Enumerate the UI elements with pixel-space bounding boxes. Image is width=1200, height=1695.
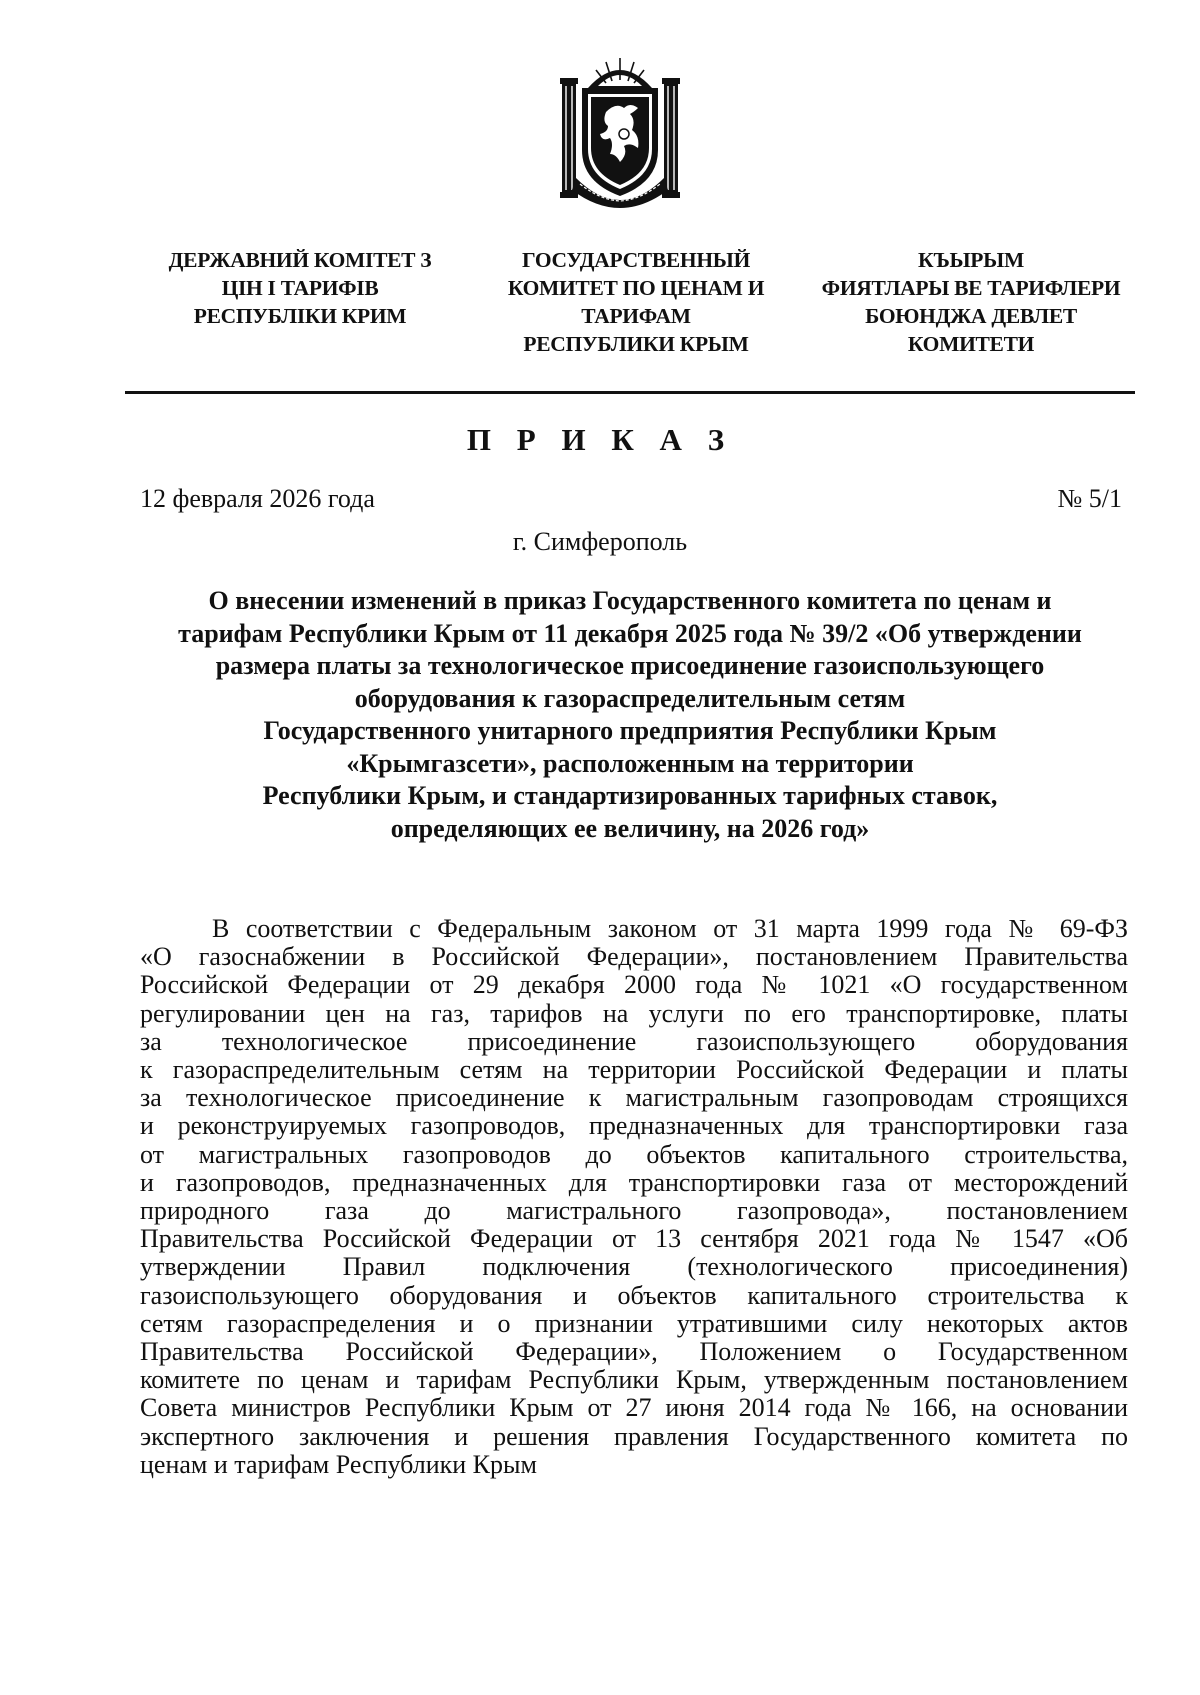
body-line: и газопроводов, предназначенных для транспортировки газа от месторождений	[140, 1167, 1128, 1197]
document-number: № 5/1	[1057, 484, 1122, 513]
body-line: регулировании цен на газ, тарифов на услуги по его транспортировке, платы	[140, 998, 1128, 1028]
body-line: В соответствии с Федеральным законом от 31 марта 1999 года № 69-ФЗ	[212, 914, 1128, 943]
title-line: оборудования к газораспределительным сетям	[354, 683, 906, 713]
title-line: «Крымгазсети», расположенным на территории	[346, 748, 914, 778]
document-city: г. Симферополь	[512, 527, 688, 556]
header-line: КОМИТЕТИ	[907, 332, 1035, 356]
body-line: природного газа до магистрального газопровода», постановлением	[140, 1196, 1128, 1226]
body-line: Российской Федерации от 29 декабря 2000 года № 1021 «О государственном	[140, 970, 1128, 1000]
body-line: комитете по ценам и тарифам Республики Крым, утвержденным постановлением	[140, 1365, 1128, 1395]
header-line: ФИЯТЛАРЫ ВЕ ТАРИФЛЕРИ	[821, 276, 1121, 300]
body-line: экспертного заключения и решения правления Государственного комитета по	[140, 1421, 1128, 1451]
agency-name-crimean-tatar	[806, 246, 1136, 358]
header-divider	[125, 391, 1135, 394]
header-line: КОМИТЕТ ПО ЦЕНАМ И	[507, 276, 765, 300]
title-line: Республики Крым, и стандартизированных тарифных ставок,	[262, 781, 998, 810]
body-line: Совета министров Республики Крым от 27 июня 2014 года № 166, на основании	[140, 1393, 1128, 1423]
title-line: Государственного унитарного предприятия Республики Крым	[263, 716, 997, 745]
header-line: БОЮНДЖА ДЕВЛЕТ	[865, 304, 1077, 328]
body-line: сетям газораспределения и о признании утратившими силу некоторых актов	[140, 1308, 1128, 1338]
header-line: КЪЫРЫМ	[918, 248, 1024, 272]
header-line: ЦІН І ТАРИФІВ	[221, 276, 379, 300]
header-line: РЕСПУБЛИКИ КРЫМ	[523, 332, 749, 356]
title-line: тарифам Республики Крым от 11 декабря 2025 года № 39/2 «Об утверждении	[178, 618, 1082, 648]
body-line: «О газоснабжении в Российской Федерации», постановлением Правительства	[140, 942, 1128, 972]
document-body	[140, 915, 1128, 1479]
title-line: размера платы за технологическое присоединение газоиспользующего	[215, 651, 1045, 680]
header-line: ГОСУДАРСТВЕННЫЙ	[521, 248, 751, 272]
document-date: 12 февраля 2026 года	[140, 484, 375, 513]
title-line: определяющих ее величину, на 2026 год»	[390, 813, 870, 843]
agency-name-ukrainian	[150, 246, 450, 330]
body-line: и реконструируемых газопроводов, предназначенных для транспортировки газа	[140, 1111, 1128, 1141]
body-line: за технологическое присоединение к магистральным газопроводам строящихся	[140, 1083, 1128, 1113]
header-line: ДЕРЖАВНИЙ КОМІТЕТ З	[168, 248, 432, 272]
coat-of-arms-icon	[558, 50, 682, 208]
document-title	[130, 585, 1130, 845]
header-line: ТАРИФАМ	[581, 304, 691, 328]
agency-name-russian	[486, 246, 786, 358]
body-line: газоиспользующего оборудования и объектов капитального строительства к	[140, 1280, 1128, 1310]
body-line: за технологическое присоединение газоиспользующего оборудования	[140, 1026, 1128, 1056]
body-line: от магистральных газопроводов до объектов капитального строительства,	[140, 1139, 1128, 1169]
document-type: П Р И К А З	[466, 422, 734, 457]
header-line: РЕСПУБЛІКИ КРИМ	[193, 304, 407, 328]
body-line: ценам и тарифам Республики Крым	[140, 1449, 537, 1479]
body-line: к газораспределительным сетям на территории Российской Федерации и платы	[140, 1055, 1128, 1085]
title-line: О внесении изменений в приказ Государственного комитета по ценам и	[208, 586, 1052, 615]
body-line: утверждении Правил подключения (технологического присоединения)	[140, 1252, 1128, 1282]
body-line: Правительства Российской Федерации от 13 сентября 2021 года № 1547 «Об	[140, 1224, 1128, 1254]
body-line: Правительства Российской Федерации», Положением о Государственном	[140, 1337, 1128, 1367]
